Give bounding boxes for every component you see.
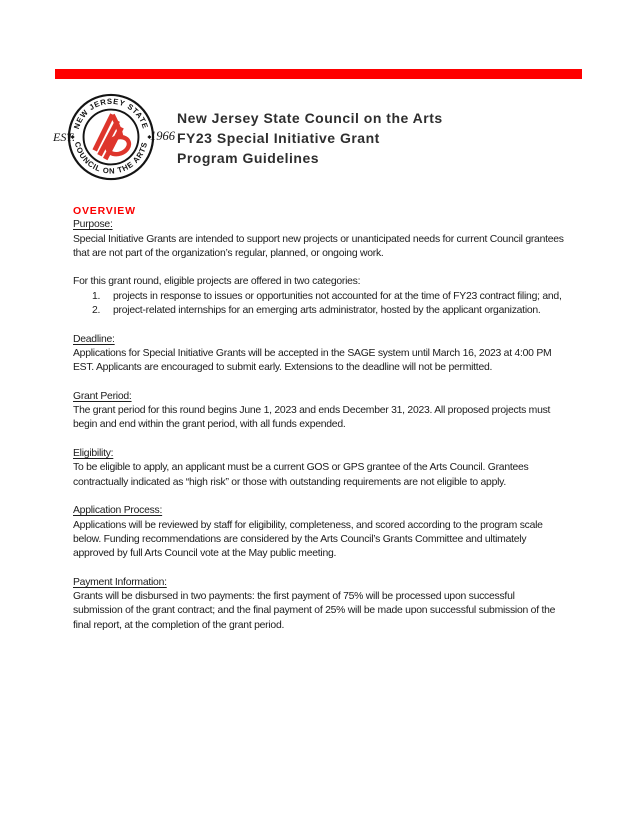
eligibility-heading: Eligibility: [73, 448, 114, 460]
njsca-seal-icon [63, 89, 159, 185]
application-process-heading: Application Process: [73, 505, 163, 517]
list-item-number: 1. [92, 290, 101, 302]
list-item-number: 2. [92, 305, 101, 317]
eligibility-paragraph: To be eligible to apply, an applicant must be a current GOS or GPS grantee of the Arts Council. Grantees contractually indicated as “high risk” or those with outstanding requirements are not eligible to apply. [73, 462, 529, 488]
payment-information-heading: Payment Information: [73, 576, 167, 588]
overview-heading: OVERVIEW [73, 205, 136, 217]
list-item-text: project-related internships for an emerging arts administrator, hosted by the applicant organization. [113, 305, 541, 317]
njsca-logo [53, 89, 175, 185]
deadline-heading: Deadline: [73, 333, 115, 345]
list-item [73, 304, 565, 318]
document-body [73, 204, 565, 633]
list-item-text: projects in response to issues or opportunities not accounted for at the time of FY23 contract filing; and, [113, 290, 562, 302]
grant-period-paragraph: The grant period for this round begins June 1, 2023 and ends December 31, 2023. All proposed projects must begin and end within the grant period, with all funds expended. [73, 405, 551, 431]
logo-est-label: EST. [53, 130, 76, 144]
section-purpose [73, 218, 565, 261]
title-line-2: FY23 Special Initiative Grant [177, 130, 380, 146]
deadline-paragraph: Applications for Special Initiative Grants will be accepted in the SAGE system until March 16, 2023 at 4:00 PM EST. Applicants are encouraged to submit early. Extensions to the deadline will not be permitted. [73, 347, 552, 374]
categories-intro: For this grant round, eligible projects are offered in two categories: [73, 276, 361, 288]
section-eligibility [73, 447, 565, 490]
application-process-paragraph: Applications will be reviewed by staff for eligibility, completeness, and scored according to the program scale below. Funding recommendations are considered by the Arts Council’s Grants Committee and ultimately approved by full Arts Council vote at the May public meeting. [73, 519, 543, 560]
purpose-heading: Purpose: [73, 219, 113, 231]
title-line-3: Program Guidelines [177, 150, 320, 166]
categories-list [73, 290, 565, 319]
section-deadline [73, 333, 565, 376]
section-categories [73, 275, 565, 318]
section-application-process [73, 504, 565, 561]
seal-arc-top-text: NEW JERSEY STATE [71, 96, 151, 131]
section-grant-period [73, 390, 565, 433]
payment-information-paragraph: Grants will be disbursed in two payments: the first payment of 75% will be processed upon successful submission of the grant contract; and the final payment of 25% will be made upon successful submission of the final report, at the completion of the grant period. [73, 591, 556, 631]
section-payment-information [73, 576, 565, 633]
document-title [177, 108, 443, 168]
purpose-paragraph: Special Initiative Grants are intended to support new projects or unanticipated needs for current Council grantees that are not part of the organization’s regular, planned, or ongoing work. [73, 233, 564, 259]
list-item [73, 290, 565, 304]
njsca-striped-a-mark-icon [95, 114, 132, 159]
logo-year-label: 1966 [150, 129, 175, 143]
top-red-bar [55, 69, 582, 79]
title-line-1: New Jersey State Council on the Arts [177, 110, 443, 126]
grant-period-heading: Grant Period: [73, 390, 132, 402]
seal-arc-bottom-text: COUNCIL ON THE ARTS [72, 140, 150, 176]
